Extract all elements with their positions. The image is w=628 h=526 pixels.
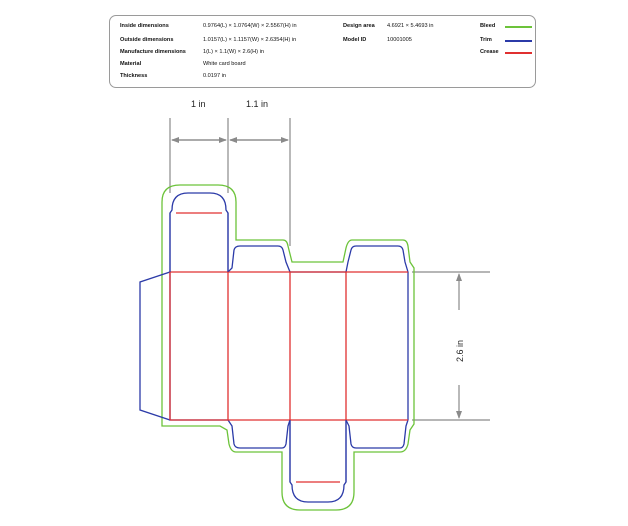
bleed-outline <box>162 185 414 510</box>
spec-value-inside: 0.9764(L) × 1.0764(W) × 2.5567(H) in <box>203 23 297 29</box>
design-area-label: Design area <box>343 23 375 29</box>
legend-bleed-label: Bleed <box>480 23 496 29</box>
model-id-value: 10001005 <box>387 37 412 43</box>
spec-label-material: Material <box>120 61 142 67</box>
spec-label-outside: Outside dimensions <box>120 37 174 43</box>
crease-lines <box>170 213 408 482</box>
dim-length-label: 1 in <box>191 99 206 109</box>
dimension-lines <box>170 118 490 420</box>
spec-label-inside: Inside dimensions <box>120 23 169 29</box>
dim-height-label: 2.6 in <box>455 339 466 363</box>
legend-crease-label: Crease <box>480 49 499 55</box>
spec-value-manufacture: 1(L) × 1.1(W) × 2.6(H) in <box>203 49 264 55</box>
design-area-value: 4.6921 × 5.4693 in <box>387 23 434 29</box>
spec-value-thickness: 0.0197 in <box>203 73 227 79</box>
spec-value-outside: 1.0157(L) × 1.1157(W) × 2.6354(H) in <box>203 37 297 43</box>
spec-value-material: White card board <box>203 61 246 67</box>
dim-width-label: 1.1 in <box>246 99 269 109</box>
legend-trim-label: Trim <box>480 37 492 43</box>
spec-label-manufacture: Manufacture dimensions <box>120 49 186 55</box>
model-id-label: Model ID <box>343 37 367 43</box>
spec-label-thickness: Thickness <box>120 73 148 79</box>
